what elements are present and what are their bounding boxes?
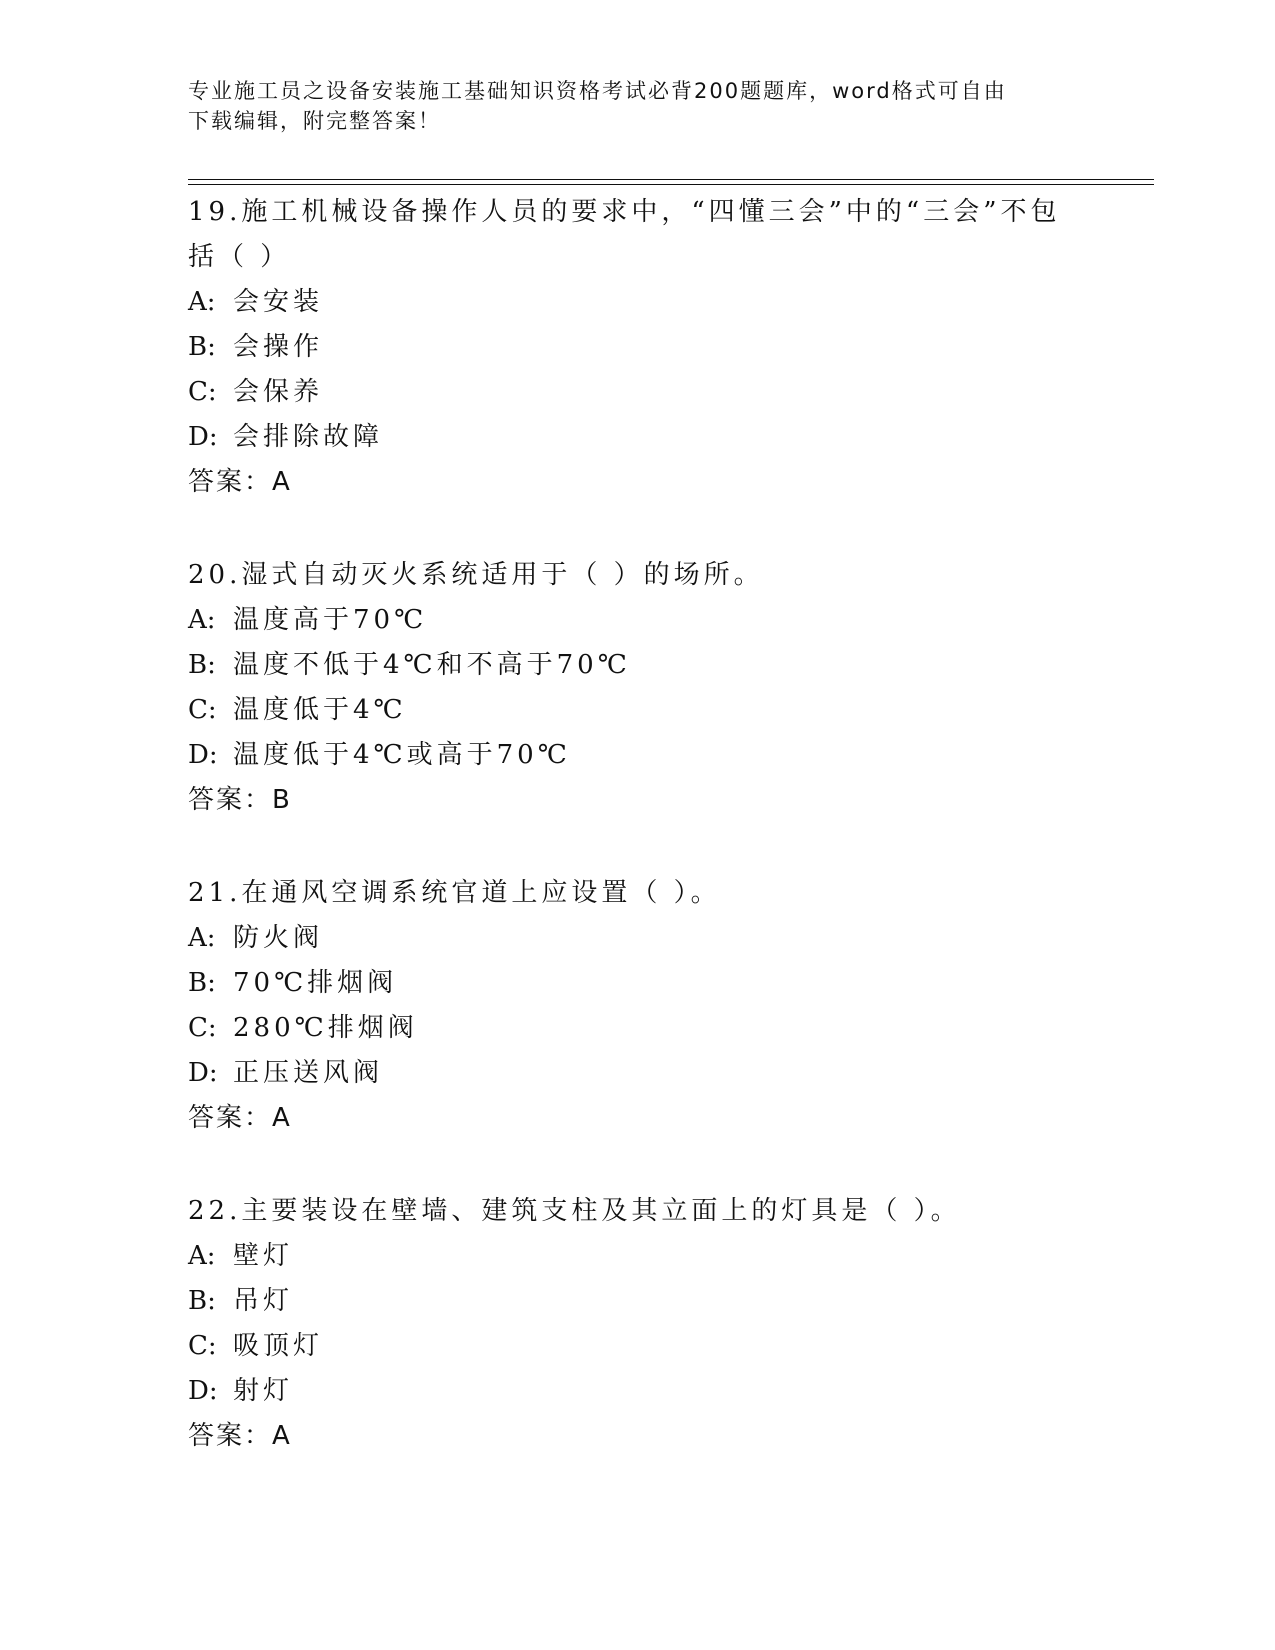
- question-19: [188, 190, 1088, 505]
- option-text: 吊灯: [233, 1286, 294, 1316]
- option-letter: D:: [188, 740, 218, 770]
- option-text: 温度高于70℃: [233, 605, 428, 635]
- question-spacer: [188, 505, 1088, 553]
- answer-line: 答案：A: [188, 1421, 292, 1451]
- option-c: [188, 1324, 1088, 1369]
- option-text: 温度低于4℃: [233, 695, 407, 725]
- option-text: 吸顶灯: [233, 1331, 324, 1361]
- option-letter: C:: [188, 695, 217, 725]
- option-letter: A:: [188, 1241, 216, 1271]
- option-b: [188, 325, 1088, 370]
- option-text: 70℃排烟阀: [233, 968, 398, 998]
- option-text: 防火阀: [233, 923, 324, 953]
- option-text: 会排除故障: [233, 422, 384, 452]
- question-stem: [188, 190, 1088, 280]
- question-20: [188, 553, 1088, 823]
- option-text: 会保养: [233, 377, 324, 407]
- option-letter: D:: [188, 1376, 218, 1406]
- option-text: 280℃排烟阀: [233, 1013, 418, 1043]
- option-letter: A:: [188, 605, 216, 635]
- question-stem-line: 19.施工机械设备操作人员的要求中，“四懂三会”中的“三会”不包: [188, 197, 1061, 227]
- option-a: [188, 1234, 1088, 1279]
- option-letter: C:: [188, 377, 217, 407]
- option-letter: A:: [188, 923, 216, 953]
- option-d: [188, 1369, 1088, 1414]
- header-line-2: 下载编辑，附完整答案！: [188, 109, 441, 133]
- option-text: 温度不低于4℃和不高于70℃: [233, 650, 631, 680]
- option-a: [188, 916, 1088, 961]
- question-stem: [188, 1189, 1088, 1234]
- question-list: [188, 190, 1088, 1459]
- question-stem-line: 21.在通风空调系统官道上应设置（ ）。: [188, 878, 721, 908]
- option-letter: B:: [188, 1286, 216, 1316]
- option-b: [188, 1279, 1088, 1324]
- option-letter: D:: [188, 422, 218, 452]
- header-divider-bottom: [188, 184, 1154, 185]
- option-text: 温度低于4℃或高于70℃: [233, 740, 571, 770]
- option-letter: D:: [188, 1058, 218, 1088]
- option-letter: B:: [188, 332, 216, 362]
- option-c: [188, 688, 1088, 733]
- question-22: [188, 1189, 1088, 1459]
- option-letter: C:: [188, 1331, 217, 1361]
- option-d: [188, 1051, 1088, 1096]
- question-stem-line: 22.主要装设在壁墙、建筑支柱及其立面上的灯具是（ ）。: [188, 1196, 961, 1226]
- answer-line: 答案：A: [188, 1103, 292, 1133]
- answer-line: 答案：A: [188, 467, 292, 497]
- option-text: 会操作: [233, 332, 324, 362]
- question-spacer: [188, 1141, 1088, 1189]
- question-spacer: [188, 823, 1088, 871]
- question-stem-line: 20.湿式自动灭火系统适用于（ ）的场所。: [188, 560, 764, 590]
- option-c: [188, 1006, 1088, 1051]
- option-text: 壁灯: [233, 1241, 294, 1271]
- question-21: [188, 871, 1088, 1141]
- option-letter: B:: [188, 968, 216, 998]
- header-divider-top: [188, 179, 1154, 180]
- option-letter: B:: [188, 650, 216, 680]
- option-text: 会安装: [233, 287, 324, 317]
- option-letter: A:: [188, 287, 216, 317]
- option-b: [188, 643, 1088, 688]
- option-d: [188, 415, 1088, 460]
- option-text: 射灯: [233, 1376, 294, 1406]
- question-stem: [188, 553, 1088, 598]
- option-b: [188, 961, 1088, 1006]
- option-c: [188, 370, 1088, 415]
- option-a: [188, 598, 1088, 643]
- question-stem: [188, 871, 1088, 916]
- question-stem-line: 括（ ）: [188, 242, 291, 272]
- header-line-1: 专业施工员之设备安装施工基础知识资格考试必背200题题库，word格式可自由: [188, 79, 1007, 103]
- option-a: [188, 280, 1088, 325]
- option-letter: C:: [188, 1013, 217, 1043]
- answer-line: 答案：B: [188, 785, 292, 815]
- option-text: 正压送风阀: [233, 1058, 384, 1088]
- option-d: [188, 733, 1088, 778]
- document-header: [188, 76, 1088, 136]
